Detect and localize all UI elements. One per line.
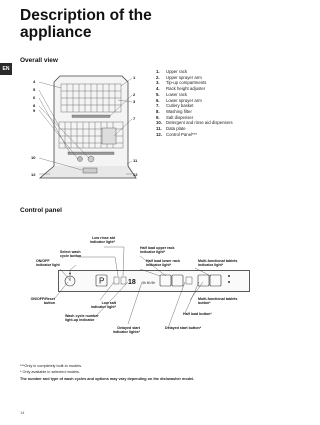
legend-item: 12. Control Panel*** (156, 131, 198, 137)
legend-item: 9. Salt dispenser (156, 114, 194, 120)
callout-5: 5 (33, 87, 36, 92)
parts-legend (156, 69, 233, 137)
label-half-upper: Half load upper rack indicator light* (140, 246, 175, 255)
callout-6: 6 (33, 95, 36, 100)
overall-view-heading: Overall view (20, 57, 58, 64)
footnote-built-in: ***Only in completely built-in models. (20, 364, 83, 368)
legend-item: 11. Data plate (156, 126, 186, 132)
wash-cycle-display: 18 (128, 279, 136, 286)
label-select-wash: Select wash cycle button (60, 250, 82, 259)
callout-4: 4 (33, 79, 36, 84)
legend-item: 3. Tip-up compartments (156, 80, 207, 86)
callout-11: 11 (133, 158, 138, 163)
callout-3: 3 (133, 99, 136, 104)
legend-item: 1. Upper rack (156, 69, 188, 74)
callout-1: 1 (133, 75, 136, 80)
callout-12: 12 (31, 172, 36, 177)
callout-10: 10 (31, 155, 36, 160)
legend-item: 10. Detergent and rinse aid dispensers (156, 120, 233, 126)
dishwasher-illustration (28, 66, 144, 184)
label-half-button: Half load button* (183, 312, 212, 316)
label-onoff-reset: ON/OFF/Reset button (30, 297, 55, 306)
callout-12-right: 12 (133, 172, 138, 177)
label-low-salt: Low salt indicator light* (90, 301, 116, 310)
label-delayed-button: Delayed start button* (165, 326, 202, 330)
control-panel-heading: Control panel (20, 207, 62, 214)
label-multi-light: Multi-functional tablets indicator light* (198, 259, 238, 268)
callout-8: 8 (33, 103, 36, 108)
title-line-2: appliance (20, 24, 92, 41)
legend-item: 8. Washing filter (156, 108, 192, 114)
legend-item: 2. Upper sprayer arm (156, 74, 202, 80)
page-number: 14 (20, 410, 25, 415)
callout-7: 7 (133, 116, 136, 121)
page-title (20, 7, 152, 41)
label-delayed-lights: Delayed start indicator lights* (112, 326, 140, 335)
legend-item: 7. Cutlery basket (156, 103, 194, 109)
legend-item: 5. Lower rack (156, 91, 188, 97)
callout-2: 2 (133, 92, 136, 97)
label-low-rinse-aid: Low rinse aid indicator light* (89, 236, 115, 245)
legend-item: 4. Rack height adjuster (156, 86, 206, 92)
footnote-variation: The number and type of wash cycles and options may vary depending on the dishwasher model. (20, 377, 195, 381)
label-multi-button: Multi-functional tablets button* (198, 297, 238, 306)
callout-9: 9 (33, 108, 36, 113)
label-half-lower: Half load lower rack indicator light* (146, 259, 180, 268)
label-wash-number: Wash cycle number light-up indicator (65, 314, 99, 323)
label-onoff-light: ON/OFF indicator light (36, 259, 60, 268)
select-wash-button-glyph: P (99, 276, 105, 286)
legend-item: 6. Lower sprayer arm (156, 97, 202, 103)
title-line-1: Description of the (20, 7, 152, 24)
footnote-selected: * Only available in selected models. (20, 370, 80, 374)
language-tab: EN (0, 63, 12, 75)
delay-timers-text: 3h 6h 9h (142, 281, 156, 285)
